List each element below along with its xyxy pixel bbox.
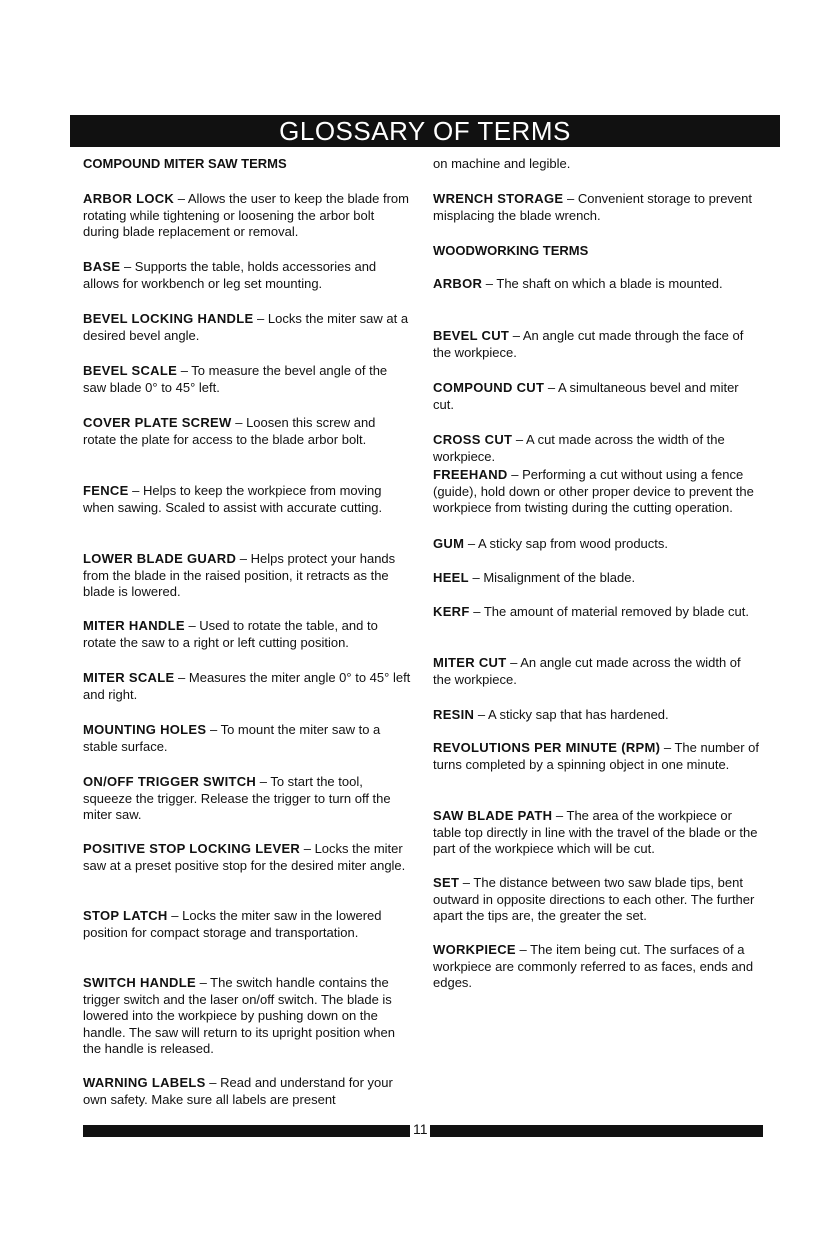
separator: – bbox=[205, 1075, 221, 1090]
glossary-entry bbox=[433, 536, 761, 553]
glossary-entry bbox=[433, 432, 761, 465]
definition: An angle cut made through the face of the workpiece. bbox=[433, 328, 744, 360]
definition: A sticky sap from wood products. bbox=[477, 536, 669, 551]
term: HEEL bbox=[433, 570, 469, 585]
separator: – bbox=[474, 707, 488, 722]
glossary-entry bbox=[433, 707, 761, 724]
separator: – bbox=[515, 942, 531, 957]
separator: – bbox=[468, 570, 484, 585]
glossary-entry bbox=[83, 975, 411, 1058]
term: GUM bbox=[433, 536, 465, 551]
glossary-entry bbox=[83, 1075, 411, 1108]
separator: – bbox=[482, 276, 497, 291]
term: WRENCH STORAGE bbox=[433, 191, 564, 206]
definition: Performing a cut without using a fence (guide), hold down or other proper device to prevent the workpiece from twisting during the cutting operation. bbox=[433, 467, 754, 516]
definition: Measures the miter angle 0° to 45° left and right. bbox=[83, 670, 411, 702]
separator: – bbox=[660, 740, 675, 755]
glossary-entry bbox=[83, 841, 411, 874]
definition: The distance between two saw blade tips, bent outward in opposite directions to each other. The further apart the tips are, the greater the set. bbox=[433, 875, 755, 924]
term: MITER CUT bbox=[433, 655, 507, 670]
term: SWITCH HANDLE bbox=[83, 975, 196, 990]
definition: The shaft on which a blade is mounted. bbox=[496, 276, 723, 291]
definition: The area of the workpiece or table top directly in line with the travel of the blade or the part of the workpiece which will be cut. bbox=[433, 808, 758, 857]
definition: Supports the table, holds accessories and allows for workbench or leg set mounting. bbox=[83, 259, 377, 291]
page-title: GLOSSARY OF TERMS bbox=[70, 115, 780, 147]
separator: – bbox=[256, 774, 271, 789]
term: CROSS CUT bbox=[433, 432, 513, 447]
term: KERF bbox=[433, 604, 470, 619]
continuation-text: on machine and legible. bbox=[433, 156, 571, 171]
separator: – bbox=[509, 328, 523, 343]
definition: Locks the miter saw in the lowered position for compact storage and transportation. bbox=[83, 908, 382, 940]
separator: – bbox=[195, 975, 211, 990]
separator: – bbox=[167, 908, 183, 923]
term: ARBOR bbox=[433, 276, 483, 291]
definition: An angle cut made across the width of the workpiece. bbox=[433, 655, 741, 687]
definition: Used to rotate the table, and to rotate the saw to a right or left cutting position. bbox=[83, 618, 378, 650]
separator: – bbox=[174, 191, 188, 206]
glossary-entry bbox=[83, 774, 411, 824]
term: WORKPIECE bbox=[433, 942, 516, 957]
separator: – bbox=[507, 467, 523, 482]
term: MOUNTING HOLES bbox=[83, 722, 207, 737]
term: ARBOR LOCK bbox=[83, 191, 175, 206]
footer-bar-right bbox=[430, 1125, 763, 1137]
glossary-entry bbox=[83, 311, 411, 344]
term: SET bbox=[433, 875, 460, 890]
glossary-entry bbox=[83, 259, 411, 292]
definition: The amount of material removed by blade cut. bbox=[483, 604, 750, 619]
glossary-entry-wrench-storage bbox=[433, 191, 761, 224]
term: REVOLUTIONS PER MINUTE (RPM) bbox=[433, 740, 661, 755]
definition: To measure the bevel angle of the saw blade 0° to 45° left. bbox=[83, 363, 388, 395]
separator: – bbox=[506, 655, 521, 670]
separator: – bbox=[512, 432, 527, 447]
term: SAW BLADE PATH bbox=[433, 808, 553, 823]
definition: Helps protect your hands from the blade in the raised position, it retracts as the blade is lowered. bbox=[83, 551, 396, 600]
term: FREEHAND bbox=[433, 467, 508, 482]
glossary-entry bbox=[83, 551, 411, 601]
definition: A cut made across the width of the workpiece. bbox=[433, 432, 725, 464]
term: BASE bbox=[83, 259, 121, 274]
glossary-entry bbox=[433, 942, 761, 992]
definition: The number of turns completed by a spinning object in one minute. bbox=[433, 740, 760, 772]
footer-bar-left bbox=[83, 1125, 410, 1137]
section-heading-compound-miter-saw: COMPOUND MITER SAW TERMS bbox=[83, 156, 287, 171]
separator: – bbox=[563, 191, 578, 206]
term: BEVEL CUT bbox=[433, 328, 510, 343]
glossary-entry bbox=[433, 328, 761, 361]
section-heading-woodworking: WOODWORKING TERMS bbox=[433, 243, 589, 258]
definition: Convenient storage to prevent misplacing the blade wrench. bbox=[433, 191, 752, 223]
term: LOWER BLADE GUARD bbox=[83, 551, 237, 566]
term: BEVEL LOCKING HANDLE bbox=[83, 311, 254, 326]
term: RESIN bbox=[433, 707, 475, 722]
separator: – bbox=[184, 618, 200, 633]
glossary-entry bbox=[433, 740, 761, 773]
term: MITER SCALE bbox=[83, 670, 175, 685]
term: COVER PLATE SCREW bbox=[83, 415, 232, 430]
definition: A sticky sap that has hardened. bbox=[487, 707, 669, 722]
glossary-entry bbox=[83, 415, 411, 448]
definition: The item being cut. The surfaces of a workpiece are commonly referred to as faces, ends and edges. bbox=[433, 942, 754, 991]
separator: – bbox=[464, 536, 478, 551]
glossary-entry bbox=[433, 604, 761, 621]
separator: – bbox=[253, 311, 268, 326]
separator: – bbox=[552, 808, 567, 823]
glossary-entry bbox=[83, 618, 411, 651]
definition: Loosen this screw and rotate the plate for access to the blade arbor bolt. bbox=[83, 415, 376, 447]
glossary-entry bbox=[433, 276, 761, 293]
separator: – bbox=[544, 380, 558, 395]
glossary-entry bbox=[83, 908, 411, 941]
definition: Locks the miter saw at a desired bevel angle. bbox=[83, 311, 409, 343]
glossary-entry bbox=[433, 380, 761, 413]
glossary-entry bbox=[433, 570, 761, 587]
separator: – bbox=[128, 483, 144, 498]
definition: Helps to keep the workpiece from moving when sawing. Scaled to assist with accurate cutting. bbox=[83, 483, 383, 515]
definition: To start the tool, squeeze the trigger. Release the trigger to turn off the miter saw. bbox=[83, 774, 391, 823]
separator: – bbox=[236, 551, 251, 566]
definition: A simultaneous bevel and miter cut. bbox=[433, 380, 739, 412]
separator: – bbox=[300, 841, 315, 856]
term: POSITIVE STOP LOCKING LEVER bbox=[83, 841, 301, 856]
separator: – bbox=[469, 604, 484, 619]
separator: – bbox=[231, 415, 247, 430]
glossary-entry bbox=[83, 191, 411, 241]
definition: Locks the miter saw at a preset positive stop for the desired miter angle. bbox=[83, 841, 406, 873]
term: FENCE bbox=[83, 483, 129, 498]
glossary-entry bbox=[433, 875, 761, 925]
term: COMPOUND CUT bbox=[433, 380, 545, 395]
glossary-entry bbox=[433, 467, 761, 517]
definition: Misalignment of the blade. bbox=[483, 570, 636, 585]
separator: – bbox=[174, 670, 189, 685]
glossary-entry bbox=[83, 363, 411, 396]
page-number: 11 bbox=[413, 1121, 428, 1137]
glossary-entry bbox=[433, 808, 761, 858]
definition: The switch handle contains the trigger switch and the laser on/off switch. The blade is lowered into the workpiece by pushing down on the handle. The saw will return to its upright position when the handle is released. bbox=[83, 975, 395, 1057]
term: ON/OFF TRIGGER SWITCH bbox=[83, 774, 257, 789]
separator: – bbox=[177, 363, 192, 378]
term: MITER HANDLE bbox=[83, 618, 185, 633]
term: STOP LATCH bbox=[83, 908, 168, 923]
glossary-entry bbox=[83, 722, 411, 755]
glossary-entry bbox=[433, 655, 761, 688]
term: BEVEL SCALE bbox=[83, 363, 178, 378]
separator: – bbox=[120, 259, 135, 274]
definition: Allows the user to keep the blade from rotating while tightening or loosening the arbor bolt during blade replacement or removal. bbox=[83, 191, 409, 240]
definition: To mount the miter saw to a stable surface. bbox=[83, 722, 381, 754]
separator: – bbox=[206, 722, 221, 737]
term: WARNING LABELS bbox=[83, 1075, 206, 1090]
glossary-entry bbox=[83, 670, 411, 703]
glossary-entry bbox=[83, 483, 411, 516]
separator: – bbox=[459, 875, 474, 890]
definition: Read and understand for your own safety. Make sure all labels are present bbox=[83, 1075, 393, 1107]
